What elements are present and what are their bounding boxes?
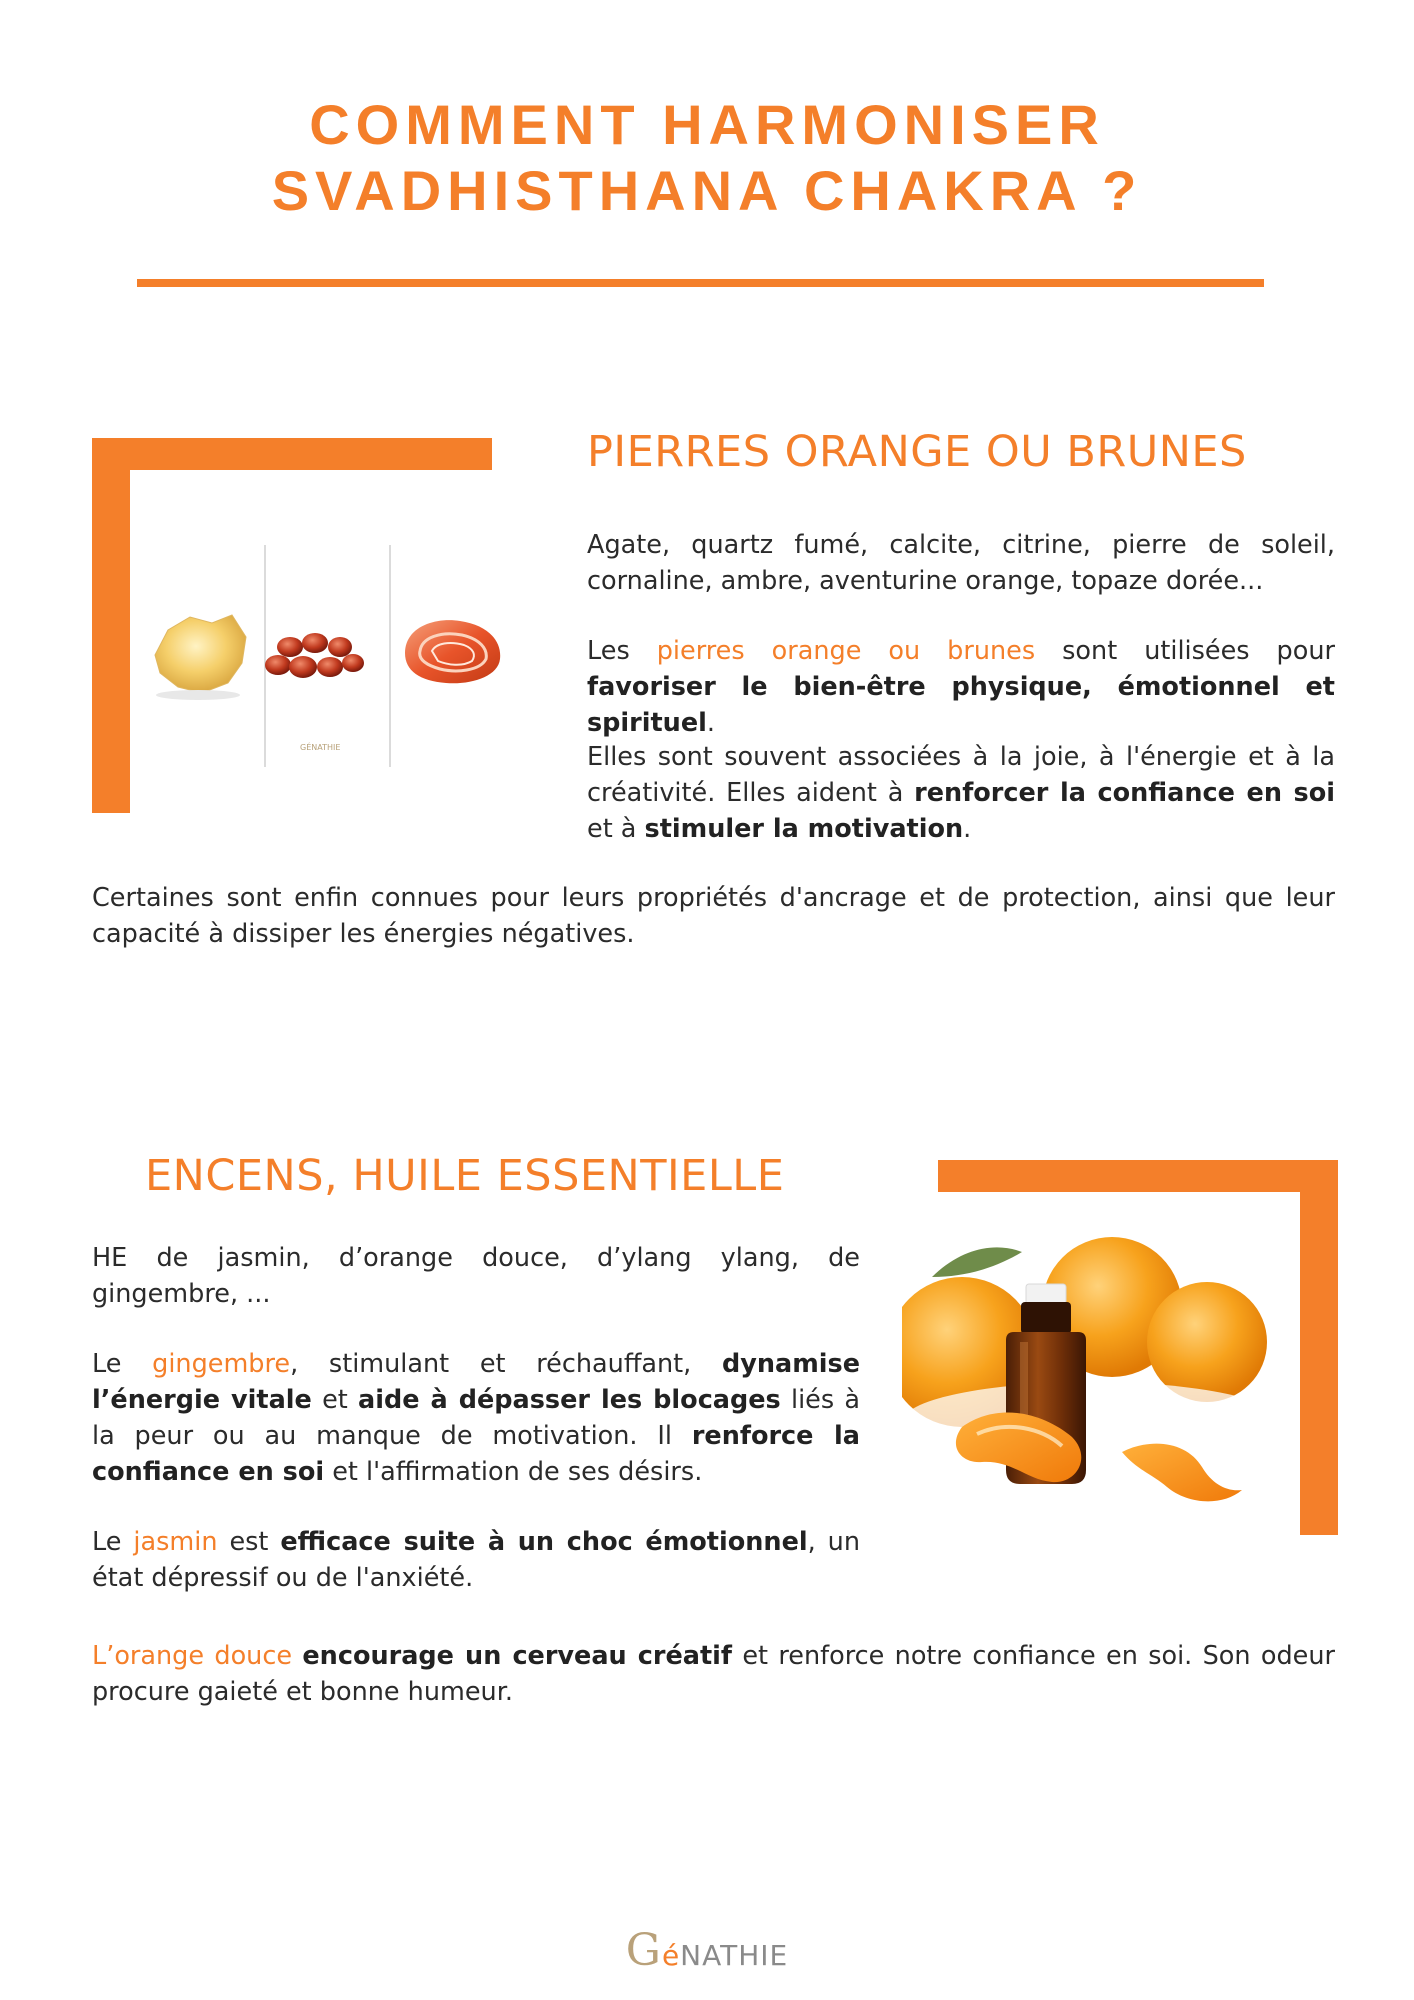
stones-list-text: Agate, quartz fumé, calcite, citrine, pierre de soleil, cornaline, ambre, aventurine orange, topaze dorée... — [587, 530, 1335, 596]
oil-frame-top-bar — [938, 1160, 1338, 1192]
oils-paragraph-orange: L’orange douce encourage un cerveau créatif et renforce notre confiance en soi. Son odeur procure gaieté et bonne humeur. — [92, 1641, 1336, 1707]
oils-paragraph-ginger: Le gingembre, stimulant et réchauffant, dynamise l’énergie vitale et aide à dépasser les blocages liés à la peur ou au manque de motivation. Il renforce la confiance en soi et l'affirmation de ses désirs. — [92, 1349, 861, 1487]
oils-list-text: HE de jasmin, d’orange douce, d’ylang ylang, de gingembre, ... — [92, 1243, 860, 1309]
page-title-line-1: COMMENT HARMONISER — [309, 93, 1105, 156]
stones-image-caption: GÉNATHIE — [300, 743, 341, 752]
stones-frame-top-bar — [92, 438, 492, 470]
oil-frame-right-bar — [1300, 1160, 1338, 1535]
page-title-line-2: SVADHISTHANA CHAKRA ? — [271, 159, 1143, 222]
page-title — [0, 92, 1414, 224]
stones-paragraph-usage: Les pierres orange ou brunes sont utilisées pour favoriser le bien-être physique, émotionnel et spirituel. — [587, 636, 1335, 738]
title-divider — [137, 279, 1264, 287]
section-heading-oils: ENCENS, HUILE ESSENTIELLE — [145, 1151, 785, 1201]
stones-frame-left-bar — [92, 438, 130, 813]
stones-image — [150, 545, 510, 767]
highlight-ginger: gingembre — [152, 1349, 291, 1379]
highlight-sweet-orange: L’orange douce — [92, 1641, 293, 1671]
section-heading-stones: PIERRES ORANGE OU BRUNES — [587, 427, 1247, 477]
stones-paragraph-effects: Elles sont souvent associées à la joie, à l'énergie et à la créativité. Elles aident à renforcer la confiance en soi et à stimuler la motivation. — [587, 742, 1335, 844]
brand-logo: GéNATHIE — [625, 1925, 789, 1976]
highlight-jasmine: jasmin — [133, 1527, 218, 1557]
oils-paragraph-jasmine: Le jasmin est efficace suite à un choc émotionnel, un état dépressif ou de l'anxiété. — [92, 1527, 860, 1593]
highlight-stones: pierres orange ou brunes — [656, 636, 1036, 666]
stones-paragraph-protection: Certaines sont enfin connues pour leurs propriétés d'ancrage et de protection, ainsi que leur capacité à dissiper les énergies négatives. — [92, 883, 1335, 949]
essential-oil-image — [902, 1222, 1287, 1537]
